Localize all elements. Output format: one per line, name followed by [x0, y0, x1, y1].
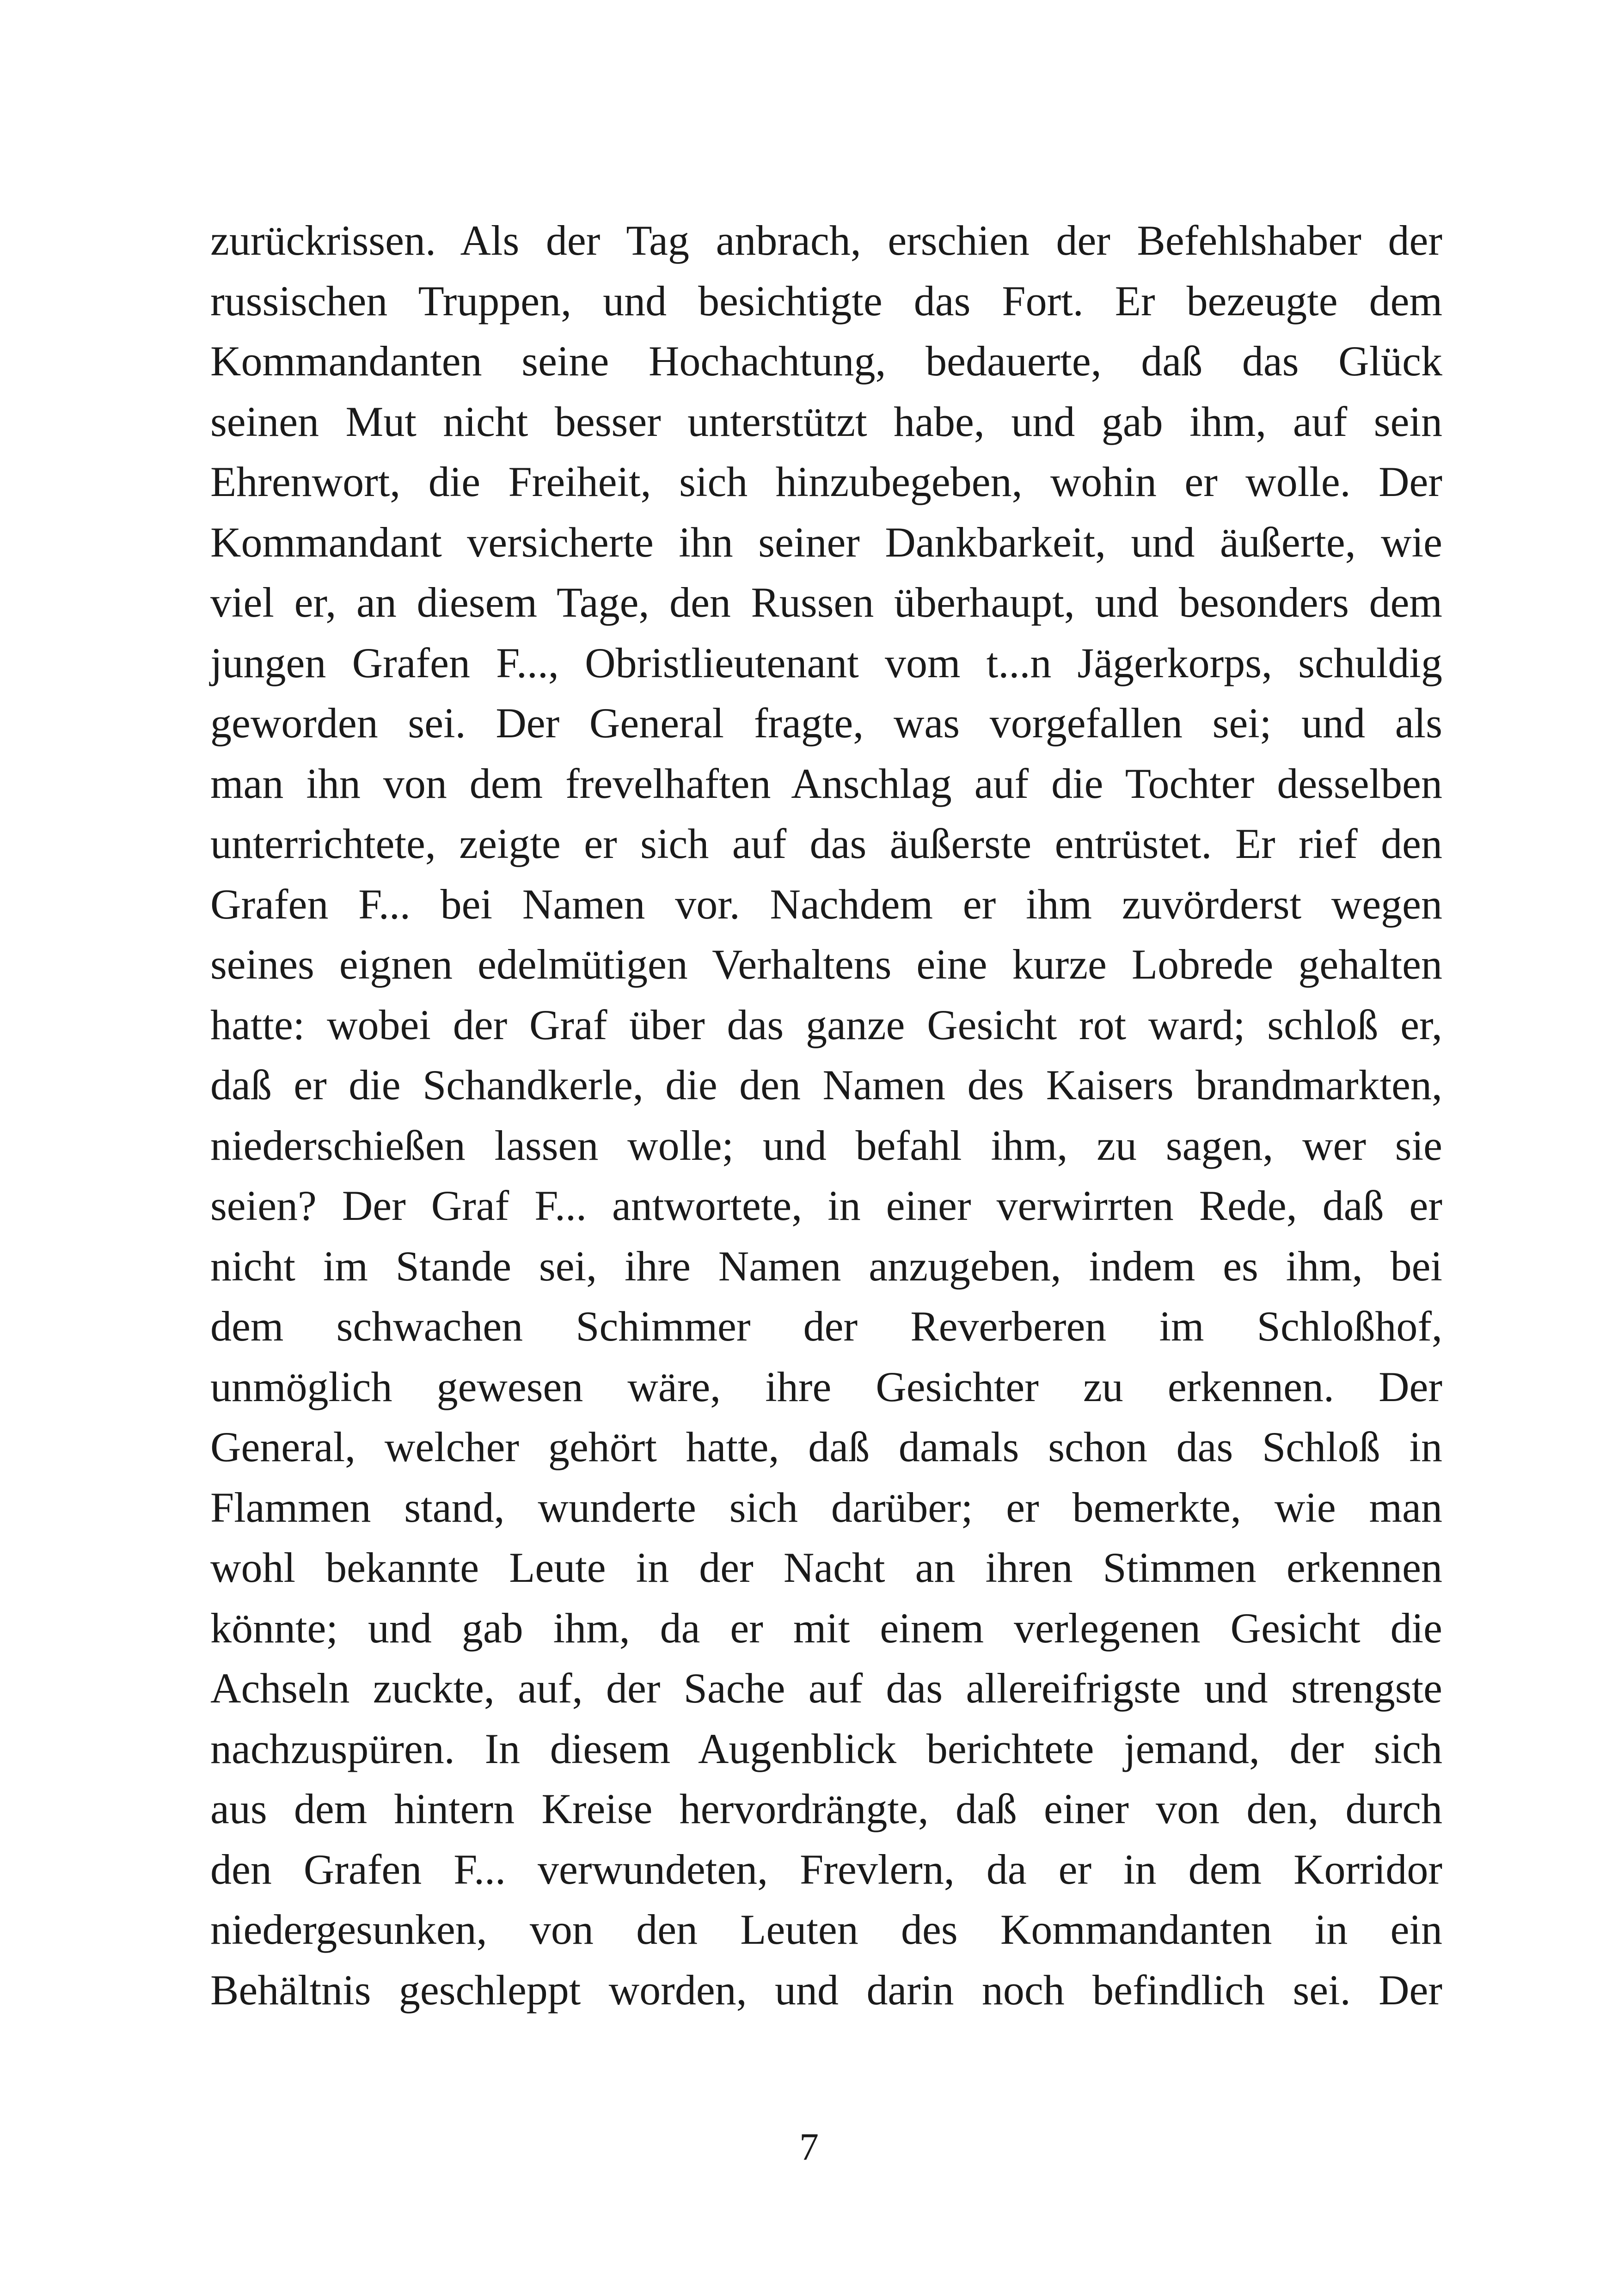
- text-line: daß er die Schandkerle, die den Namen des Kaisers brandmarkten,: [210, 1061, 1442, 1108]
- text-line: Achseln zuckte, auf, der Sache auf das allereifrigste und strengste: [210, 1665, 1442, 1712]
- text-line: zurückrissen. Als der Tag anbrach, erschien der Befehlshaber der: [210, 217, 1442, 264]
- text-line: niedergesunken, von den Leuten des Kommandanten in ein: [210, 1906, 1442, 1953]
- text-line: aus dem hintern Kreise hervordrängte, daß einer von den, durch: [210, 1785, 1442, 1832]
- text-line: unterrichtete, zeigte er sich auf das äußerste entrüstet. Er rief den: [210, 820, 1442, 867]
- page-number: 7: [799, 2125, 819, 2168]
- text-line: nicht im Stande sei, ihre Namen anzugeben, indem es ihm, bei: [210, 1242, 1442, 1290]
- text-line: Kommandanten seine Hochachtung, bedauerte, daß das Glück: [210, 337, 1442, 385]
- text-line: russischen Truppen, und besichtigte das Fort. Er bezeugte dem: [210, 277, 1442, 325]
- text-line: Ehrenwort, die Freiheit, sich hinzubegeben, wohin er wolle. Der: [210, 458, 1442, 505]
- text-line: Kommandant versicherte ihn seiner Dankbarkeit, und äußerte, wie: [210, 518, 1442, 566]
- text-line: Behältnis geschleppt worden, und darin noch befindlich sei. Der: [210, 1966, 1442, 2014]
- text-line: Grafen F... bei Namen vor. Nachdem er ihm zuvörderst wegen: [210, 880, 1442, 928]
- text-line: man ihn von dem frevelhaften Anschlag auf die Tochter desselben: [210, 759, 1442, 807]
- text-line: wohl bekannte Leute in der Nacht an ihren Stimmen erkennen: [210, 1544, 1442, 1591]
- body-text: [210, 210, 1442, 2020]
- text-line: niederschießen lassen wolle; und befahl ihm, zu sagen, wer sie: [210, 1121, 1442, 1169]
- text-line: unmöglich gewesen wäre, ihre Gesichter zu erkennen. Der: [210, 1363, 1442, 1410]
- text-line: geworden sei. Der General fragte, was vorgefallen sei; und als: [210, 699, 1442, 747]
- text-line: seien? Der Graf F... antwortete, in einer verwirrten Rede, daß er: [210, 1182, 1442, 1229]
- text-line: den Grafen F... verwundeten, Frevlern, da er in dem Korridor: [210, 1845, 1442, 1893]
- text-line: hatte: wobei der Graf über das ganze Gesicht rot ward; schloß er,: [210, 1001, 1442, 1048]
- text-line: dem schwachen Schimmer der Reverberen im Schloßhof,: [210, 1303, 1442, 1350]
- text-line: Flammen stand, wunderte sich darüber; er bemerkte, wie man: [210, 1483, 1442, 1531]
- text-line: viel er, an diesem Tage, den Russen überhaupt, und besonders dem: [210, 579, 1442, 626]
- text-line: könnte; und gab ihm, da er mit einem verlegenen Gesicht die: [210, 1604, 1442, 1652]
- text-line: seinen Mut nicht besser unterstützt habe, und gab ihm, auf sein: [210, 398, 1442, 445]
- text-line: nachzuspüren. In diesem Augenblick berichtete jemand, der sich: [210, 1725, 1442, 1772]
- text-line: General, welcher gehört hatte, daß damals schon das Schloß in: [210, 1423, 1442, 1470]
- text-line: jungen Grafen F..., Obristlieutenant vom t...n Jägerkorps, schuldig: [210, 639, 1442, 686]
- text-line: seines eignen edelmütigen Verhaltens eine kurze Lobrede gehalten: [210, 941, 1442, 988]
